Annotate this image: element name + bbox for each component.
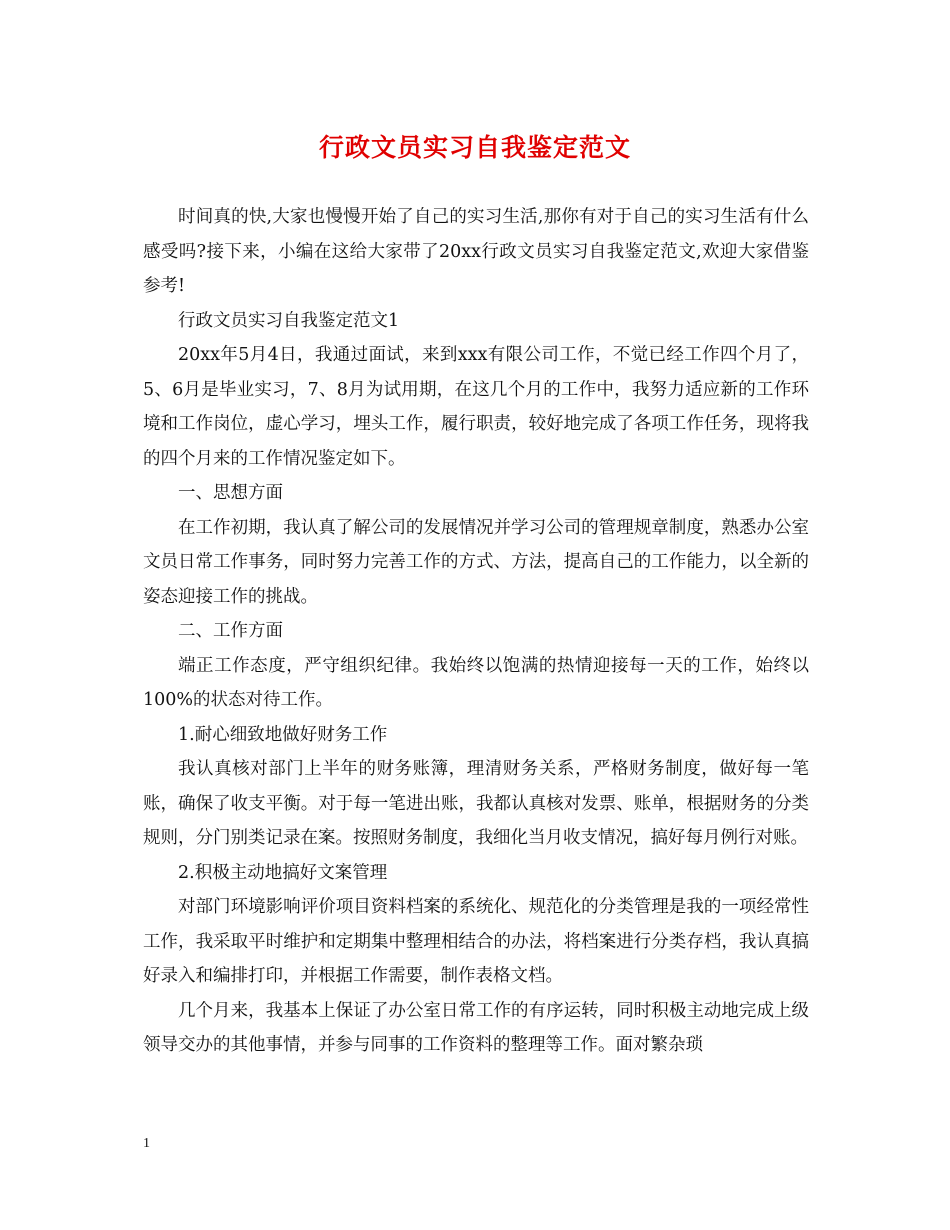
paragraph: 几个月来，我基本上保证了办公室日常工作的有序运转，同时积极主动地完成上级领导交办的其他事情，并参与同事的工作资料的整理等工作。面对繁杂琐 xyxy=(143,1000,809,1055)
document-body xyxy=(143,200,809,1063)
paragraph-intro: 时间真的快,大家也慢慢开始了自己的实习生活,那你有对于自己的实习生活有什么感受吗?接下来，小编在这给大家带了20xx行政文员实习自我鉴定范文,欢迎大家借鉴参考! xyxy=(143,207,809,296)
paragraph: 在工作初期，我认真了解公司的发展情况并学习公司的管理规章制度，熟悉办公室文员日常工作事务，同时努力完善工作的方式、方法，提高自己的工作能力，以全新的姿态迎接工作的挑战。 xyxy=(143,517,809,607)
paragraph: 端正工作态度，严守组织纪律。我始终以饱满的热情迎接每一天的工作，始终以100%的状态对待工作。 xyxy=(143,655,809,710)
paragraph-subheading-finance: 1.耐心细致地做好财务工作 xyxy=(178,724,388,745)
paragraph-subheading-archive: 2.积极主动地搞好文案管理 xyxy=(178,862,388,883)
paragraph-section-heading: 行政文员实习自我鉴定范文1 xyxy=(178,310,400,331)
paragraph: 我认真核对部门上半年的财务账簿，理清财务关系，严格财务制度，做好每一笔账，确保了收支平衡。对于每一笔进出账，我都认真核对发票、账单，根据财务的分类规则，分门别类记录在案。按照财务制度，我细化当月收支情况，搞好每月例行对账。 xyxy=(143,759,809,848)
document-title: 行政文员实习自我鉴定范文 xyxy=(318,133,631,162)
paragraph-heading-thought: 一、思想方面 xyxy=(178,483,283,503)
paragraph-heading-work: 二、工作方面 xyxy=(178,621,283,641)
page-number: 1 xyxy=(143,1136,150,1151)
paragraph: 20xx年5月4日，我通过面试，来到xxx有限公司工作，不觉已经工作四个月了，5、6月是毕业实习，7、8月为试用期，在这几个月的工作中，我努力适应新的工作环境和工作岗位，虚心学习，埋头工作，履行职责，较好地完成了各项工作任务，现将我的四个月来的工作情况鉴定如下。 xyxy=(143,345,809,469)
paragraph: 对部门环境影响评价项目资料档案的系统化、规范化的分类管理是我的一项经常性工作，我采取平时维护和定期集中整理相结合的办法，将档案进行分类存档，我认真搞好录入和编排打印，并根据工作需要，制作表格文档。 xyxy=(143,897,809,986)
